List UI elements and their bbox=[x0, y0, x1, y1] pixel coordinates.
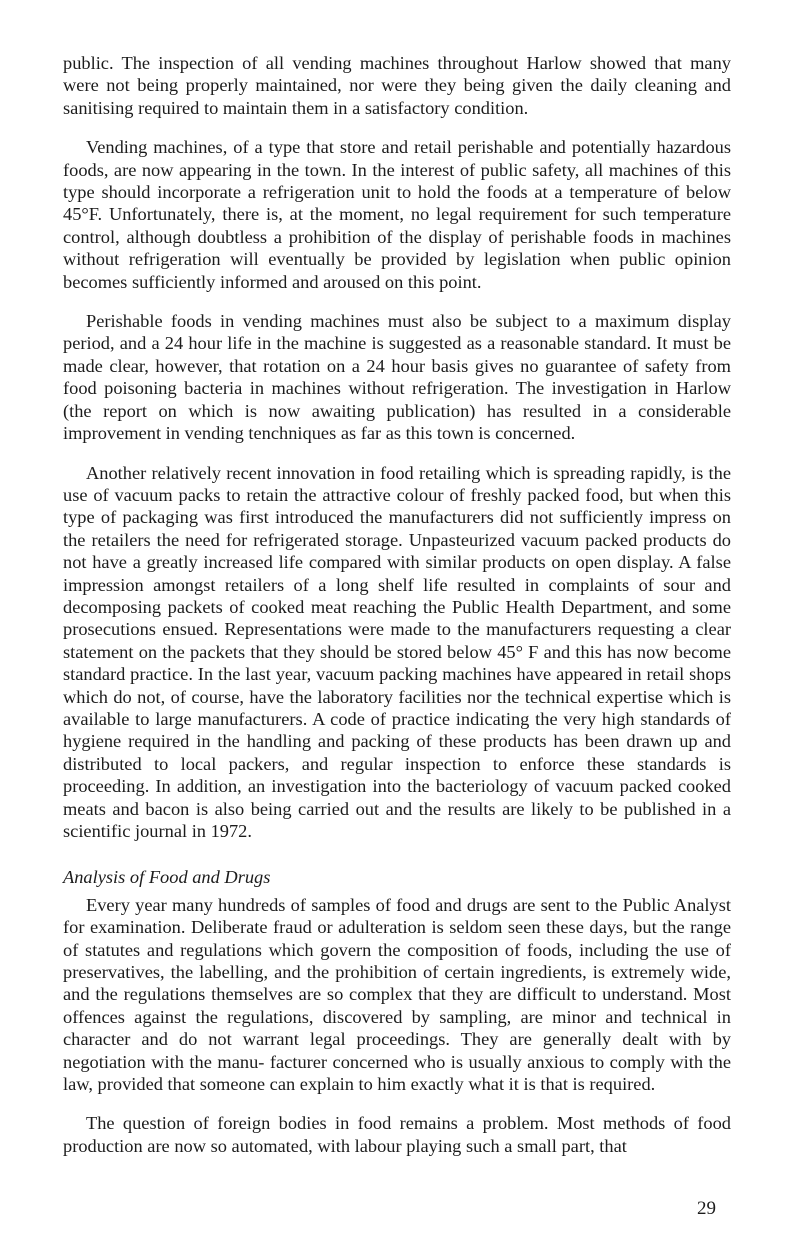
paragraph-vacuum-packs: Another relatively recent innovation in food retailing which is spreading rapidly, is the use of vacuum packs to retain the attractive colour of freshly packed food, but when this type of packaging was first introduced the manufacturers did not sufficiently impress on the retailers the need for refrigerated storage. Unpasteurized vacuum packed products do not have a greatly increased life compared with similar products on open display. A false impression amongst retailers of a long shelf life resulted in complaints of sour and decomposing packets of cooked meat reaching the Public Health Department, and some prosecutions ensued. Representations were made to the manufacturers requesting a clear statement on the packets that they should be stored below 45° F and this has now become standard practice. In the last year, vacuum packing machines have appeared in retail shops which do not, of course, have the laboratory facilities nor the technical expertise which is available to large manufacturers. A code of practice indicating the very high standards of hygiene required in the handling and packing of these products has been drawn up and distributed to local packers, and regular inspection to enforce these standards is proceeding. In addition, an investigation into the bacteriology of vacuum packed cooked meats and bacon is also being carried out and the results are likely to be published in a scientific journal in 1972. bbox=[63, 462, 731, 841]
page-number: 29 bbox=[697, 1198, 716, 1219]
section-heading: Analysis of Food and Drugs bbox=[63, 867, 271, 888]
paragraph-refrigeration: Vending machines, of a type that store and retail perishable and potentially hazardous foods, are now appearing in the town. In the interest of public safety, all machines of this type should incorporate a refrigeration unit to hold the foods at a temperature of below 45°F. Unfortunately, there is, at the moment, no legal requirement for such temperature control, although doubtless a prohibition of the display of perishable foods in machines without refrigeration will eventually be provided by legislation when public opinion becomes sufficiently informed and aroused on this point. bbox=[63, 137, 731, 292]
paragraph-display-period: Perishable foods in vending machines must also be subject to a maximum display period, and a 24 hour life in the machine is suggested as a reasonable standard. It must be made clear, however, that rotation on a 24 hour basis gives no guarantee of safety from food poisoning bacteria in machines without refrigeration. The investigation in Harlow (the report on which is now awaiting publication) has resulted in a considerable improvement in vending tenchniques as far as this town is concerned. bbox=[63, 311, 731, 444]
paragraph-sampling: Every year many hundreds of samples of food and drugs are sent to the Public Analyst for examination. Deliberate fraud or adulteration is seldom seen these days, but the range of statutes and regulations which govern the composition of foods, including the use of preservatives, the labelling, and the prohibition of certain ingredients, is extremely wide, and the regulations themselves are so complex that they are difficult to understand. Most offences against the regulations, discovered by sampling, are minor and technical in character and do not warrant legal proceedings. They are generally dealt with by negotiation with the manu- facturer concerned who is usually anxious to comply with the law, provided that someone can explain to him exactly what it is that is required. bbox=[63, 894, 731, 1095]
document-page bbox=[63, 52, 731, 1174]
paragraph-foreign-bodies: The question of foreign bodies in food remains a problem. Most methods of food production are now so automated, with labour playing such a small part, that bbox=[63, 1113, 731, 1156]
paragraph-vending-inspection: public. The inspection of all vending machines throughout Harlow showed that many were not being properly maintained, nor were they being given the daily cleaning and sanitising required to maintain them in a satisfactory condition. bbox=[63, 53, 731, 118]
